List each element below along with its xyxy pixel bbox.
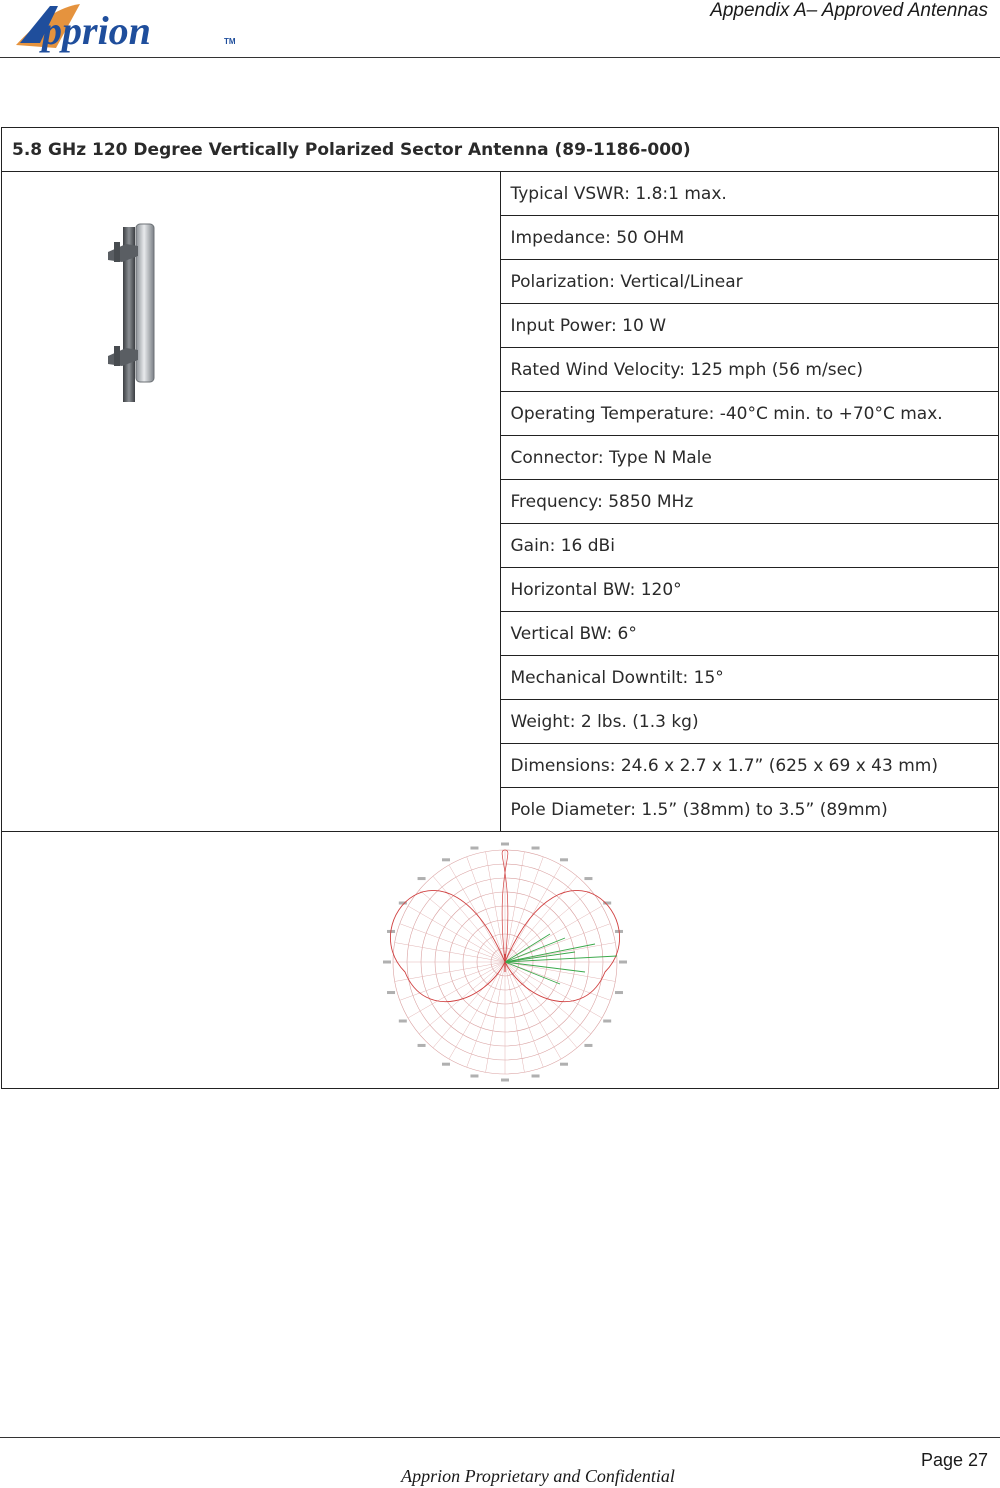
svg-text:TM: TM bbox=[224, 37, 236, 46]
spec-impedance: Impedance: 50 OHM bbox=[500, 216, 999, 260]
pattern-angle-tick bbox=[584, 877, 592, 880]
pattern-angle-tick bbox=[560, 858, 568, 861]
header-title: Appendix A– Approved Antennas bbox=[710, 0, 988, 21]
spec-connector: Connector: Type N Male bbox=[500, 436, 999, 480]
pattern-angle-tick bbox=[603, 1020, 611, 1023]
pattern-angle-tick bbox=[418, 1044, 426, 1047]
spec-horizontal-bw: Horizontal BW: 120° bbox=[500, 568, 999, 612]
footer-divider bbox=[0, 1437, 1000, 1438]
spec-dimensions: Dimensions: 24.6 x 2.7 x 1.7” (625 x 69 x 43 mm) bbox=[500, 744, 999, 788]
pattern-angle-tick bbox=[387, 991, 395, 994]
antenna-title: 5.8 GHz 120 Degree Vertically Polarized Sector Antenna (89-1186-000) bbox=[2, 128, 999, 172]
pattern-angle-tick bbox=[532, 1074, 540, 1077]
pattern-angle-tick bbox=[470, 847, 478, 850]
pattern-row bbox=[2, 832, 999, 1089]
spec-vswr: Typical VSWR: 1.8:1 max. bbox=[500, 172, 999, 216]
antenna-photo bbox=[2, 212, 278, 412]
spec-input-power: Input Power: 10 W bbox=[500, 304, 999, 348]
spec-row bbox=[2, 172, 999, 216]
spec-frequency: Frequency: 5850 MHz bbox=[500, 480, 999, 524]
pattern-angle-tick bbox=[399, 1020, 407, 1023]
antenna-spec-table bbox=[1, 127, 999, 1089]
apprion-logo bbox=[10, 0, 240, 58]
pattern-angle-tick bbox=[560, 1063, 568, 1066]
pattern-angle-tick bbox=[383, 961, 391, 964]
pattern-angle-tick bbox=[442, 858, 450, 861]
pattern-angle-tick bbox=[418, 877, 426, 880]
pattern-angle-tick bbox=[615, 991, 623, 994]
pattern-angle-tick bbox=[501, 843, 509, 846]
spec-pole-diameter: Pole Diameter: 1.5” (38mm) to 3.5” (89mm) bbox=[500, 788, 999, 832]
antenna-image-cell bbox=[2, 172, 501, 832]
radiation-pattern-image bbox=[380, 839, 630, 1085]
pattern-angle-tick bbox=[619, 961, 627, 964]
spec-vertical-bw: Vertical BW: 6° bbox=[500, 612, 999, 656]
spec-weight: Weight: 2 lbs. (1.3 kg) bbox=[500, 700, 999, 744]
pattern-angle-tick bbox=[442, 1063, 450, 1066]
pattern-angle-tick bbox=[584, 1044, 592, 1047]
page-header bbox=[0, 0, 1000, 58]
table-title-row bbox=[2, 128, 999, 172]
svg-text:pprion: pprion bbox=[42, 8, 151, 53]
page-number: Page 27 bbox=[920, 1450, 988, 1470]
pattern-angle-tick bbox=[532, 847, 540, 850]
spec-polarization: Polarization: Vertical/Linear bbox=[500, 260, 999, 304]
spec-downtilt: Mechanical Downtilt: 15° bbox=[500, 656, 999, 700]
spec-wind-velocity: Rated Wind Velocity: 125 mph (56 m/sec) bbox=[500, 348, 999, 392]
confidential-notice: Apprion Proprietary and Confidential bbox=[401, 1466, 675, 1486]
header-divider bbox=[0, 57, 1000, 58]
spec-operating-temperature: Operating Temperature: -40°C min. to +70°C max. bbox=[500, 392, 999, 436]
pattern-angle-tick bbox=[501, 1079, 509, 1082]
spec-gain: Gain: 16 dBi bbox=[500, 524, 999, 568]
pattern-angle-tick bbox=[470, 1074, 478, 1077]
radiation-pattern-cell bbox=[2, 832, 999, 1089]
